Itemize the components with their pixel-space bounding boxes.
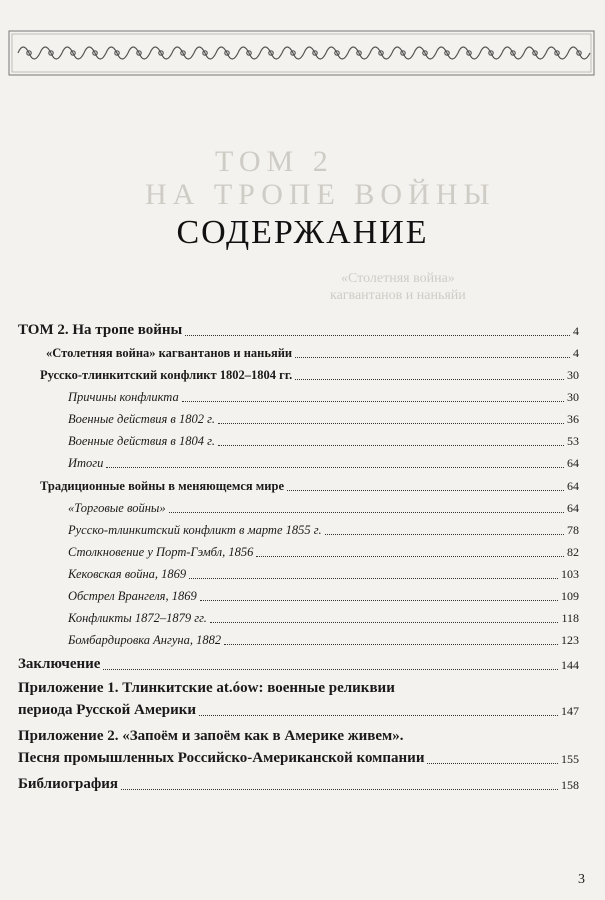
toc-leader-dots: [427, 763, 558, 764]
toc-entry-label: Обстрел Врангеля, 1869: [68, 589, 197, 603]
toc-entry-page: 64: [567, 501, 579, 515]
toc-entry-page: 30: [567, 368, 579, 382]
toc-entry-label: «Торговые войны»: [68, 501, 166, 515]
toc-leader-dots: [210, 622, 559, 623]
toc-entry-page: 36: [567, 412, 579, 426]
toc-leader-dots: [256, 556, 564, 557]
toc-entry-appendix-2[interactable]: [18, 750, 579, 767]
toc-leader-dots: [287, 490, 564, 491]
toc-entry-results[interactable]: [68, 456, 579, 471]
toc-entry-page: 82: [567, 545, 579, 559]
toc-entry-conclusion[interactable]: [18, 656, 579, 673]
toc-entry-kake-war-1869[interactable]: [68, 567, 579, 582]
toc-entry-page: 4: [573, 346, 579, 360]
toc-entry-label: Итоги: [68, 456, 104, 470]
toc-entry-label: ТОМ 2. На тропе войны: [18, 322, 183, 338]
toc-entry-label: Библиография: [18, 776, 119, 792]
toc-entry-page: 109: [561, 589, 579, 603]
toc-entry-russian-tlingit-conflict[interactable]: [40, 368, 579, 383]
toc-leader-dots: [169, 512, 564, 513]
toc-entry-military-actions-1804[interactable]: [68, 434, 579, 449]
toc-entry-page: 158: [561, 778, 579, 792]
toc-entry-causes[interactable]: [68, 390, 579, 405]
toc-entry-page: 155: [561, 752, 579, 766]
bleed-through-heading-2: НА ТРОПЕ ВОЙНЫ: [145, 178, 496, 211]
page-number: 3: [578, 872, 585, 887]
toc-entry-label: Конфликты 1872–1879 гг.: [68, 611, 207, 625]
toc-entry-page: 147: [561, 704, 579, 718]
toc-entry-label: Заключение: [18, 656, 101, 672]
toc-entry-label: «Столетняя война» кагвантанов и наньяйи: [46, 346, 293, 360]
toc-entry-appendix-1[interactable]: [18, 702, 579, 719]
toc-entry-bibliography[interactable]: [18, 776, 579, 793]
toc-entry-label: Кековская война, 1869: [68, 567, 187, 581]
toc-entry-label: Военные действия в 1802 г.: [68, 412, 215, 426]
toc-leader-dots: [106, 467, 564, 468]
toc-entry-traditional-wars[interactable]: [40, 479, 579, 494]
toc-entry-port-gamble-1856[interactable]: [68, 545, 579, 560]
bleed-through-heading-1: ТОМ 2: [215, 145, 334, 178]
toc-entry-page: 30: [567, 390, 579, 404]
toc-entry-label: Причины конфликта: [68, 390, 179, 404]
toc-leader-dots: [199, 715, 558, 716]
toc-entry-page: 53: [567, 434, 579, 448]
toc-leader-dots: [218, 423, 564, 424]
toc-entry-page: 64: [567, 479, 579, 493]
toc-entry-military-actions-1802[interactable]: [68, 412, 579, 427]
toc-entry-volume-2[interactable]: [18, 322, 579, 339]
toc-entry-label: Песня промышленных Российско-Американской компании: [18, 750, 425, 766]
toc-leader-dots: [185, 335, 570, 336]
toc-entry-label: Русско-тлинкитский конфликт 1802–1804 гг.: [40, 368, 293, 382]
bleed-through-subheading-line-1: «Столетняя война»: [340, 271, 455, 286]
toc-entry-label: Традиционные войны в меняющемся мире: [40, 479, 285, 493]
toc-leader-dots: [103, 669, 558, 670]
toc-entry-label: периода Русской Америки: [18, 702, 197, 718]
toc-entry-label: Бомбардировка Ангуна, 1882: [68, 633, 222, 647]
toc-entry-page: 118: [561, 611, 579, 625]
toc-entry-trade-wars[interactable]: [68, 501, 579, 516]
toc-entry-page: 78: [567, 523, 579, 537]
toc-entry-page: 64: [567, 456, 579, 470]
toc-entry-label: Военные действия в 1804 г.: [68, 434, 215, 448]
toc-entry-hundred-year-war[interactable]: [46, 346, 579, 361]
toc-leader-dots: [189, 578, 558, 579]
toc-entry-conflict-1855[interactable]: [68, 523, 579, 538]
toc-leader-dots: [224, 644, 558, 645]
toc-entry-page: 144: [561, 658, 579, 672]
toc-entry-label: Столкновение у Порт-Гэмбл, 1856: [68, 545, 254, 559]
toc-leader-dots: [200, 600, 558, 601]
toc-leader-dots: [325, 534, 564, 535]
toc-leader-dots: [295, 357, 570, 358]
page-title: СОДЕРЖАНИЕ: [176, 214, 429, 251]
toc-entry-conflicts-1872-1879[interactable]: [68, 611, 579, 626]
toc-leader-dots: [218, 445, 564, 446]
toc-entry-wrangell-shelling-1869[interactable]: [68, 589, 579, 604]
bleed-through-subheading-line-2: кагвантанов и наньяйи: [330, 288, 466, 303]
toc-entry-page: 103: [561, 567, 579, 581]
toc-entry-label: Русско-тлинкитский конфликт в марте 1855 г.: [68, 523, 322, 537]
toc-entry-page: 4: [573, 324, 579, 338]
toc-entry-page: 123: [561, 633, 579, 647]
toc-leader-dots: [295, 379, 564, 380]
toc-entry-angoon-bombardment-1882[interactable]: [68, 633, 579, 648]
toc-leader-dots: [182, 401, 564, 402]
toc-leader-dots: [121, 789, 558, 790]
toc-entry-appendix-2-line-1[interactable]: Приложение 2. «Запоём и запоём как в Америке живем».: [18, 728, 404, 744]
toc-entry-appendix-1-line-1[interactable]: Приложение 1. Тлинкитские at.óow: военные реликвии: [18, 680, 395, 696]
